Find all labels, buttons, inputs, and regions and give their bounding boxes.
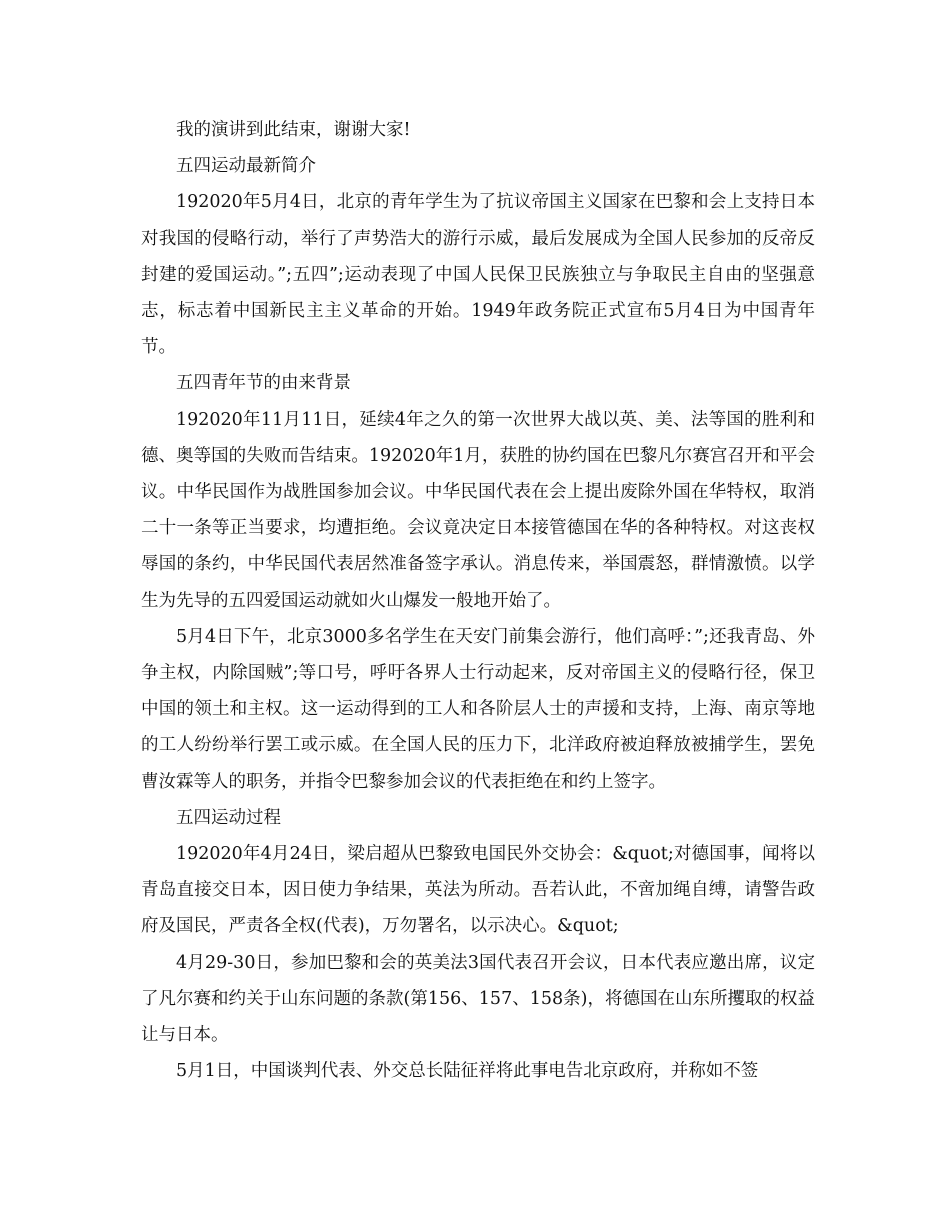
paragraph-may-fourth: 5月4日下午，北京3000多名学生在天安门前集会游行，他们高呼：”;还我青岛、外争主权，内除国贼”;等口号，呼吁各界人士行动起来，反对帝国主义的侵略行径，保卫中国的领土和主权。这一运动得到的工人和各阶层人士的声援和支持，上海、南京等地的工人纷纷举行罢工或示威。在全国人民的压力下，北洋政府被迫释放被捕学生，罢免曹汝霖等人的职务，并指令巴黎参加会议的代表拒绝在和约上签字。 xyxy=(141,626,815,792)
closing-line: 我的演讲到此结束，谢谢大家! xyxy=(176,120,411,140)
document-body xyxy=(141,112,815,1089)
paragraph-background: 192020年11月11日，延续4年之久的第一次世界大战以英、美、法等国的胜利和德、奥等国的失败而告结束。192020年1月，获胜的协约国在巴黎凡尔赛宫召开和平会议。中华民国作为战胜国参加会议。中华民国代表在会上提出废除外国在华特权，取消二十一条等正当要求，均遭拒绝。会议竟决定日本接管德国在华的各种特权。对这丧权辱国的条约，中华民国代表居然准备签字承认。消息传来，举国震怒，群情激愤。以学生为先导的五四爱国运动就如火山爆发一般地开始了。 xyxy=(141,409,815,611)
paragraph-april-24: 192020年4月24日，梁启超从巴黎致电国民外交协会：&quot;对德国事，闻将以青岛直接交日本，因日使力争结果，英法为所动。吾若认此，不啻加绳自缚，请警告政府及国民，严责各全权(代表)，万勿署名，以示决心。&quot; xyxy=(141,844,815,937)
section-heading-background: 五四青年节的由来背景 xyxy=(176,373,351,394)
paragraph-intro: 192020年5月4日，北京的青年学生为了抗议帝国主义国家在巴黎和会上支持日本对我国的侵略行动，举行了声势浩大的游行示威，最后发展成为全国人民参加的反帝反封建的爱国运动。”;五四”;运动表现了中国人民保卫民族独立与争取民主自由的坚强意志，标志着中国新民主主义革命的开始。1949年政务院正式宣布5月4日为中国青年节。 xyxy=(141,192,815,358)
section-heading-intro: 五四运动最新简介 xyxy=(176,156,316,177)
section-heading-process: 五四运动过程 xyxy=(176,807,281,828)
paragraph-may-1: 5月1日，中国谈判代表、外交总长陆征祥将此事电告北京政府，并称如不签 xyxy=(176,1061,759,1082)
paragraph-april-29-30: 4月29-30日，参加巴黎和会的英美法3国代表召开会议，日本代表应邀出席，议定了凡尔赛和约关于山东问题的条款(第156、157、158条)，将德国在山东所攫取的权益让与日本。 xyxy=(141,952,815,1046)
